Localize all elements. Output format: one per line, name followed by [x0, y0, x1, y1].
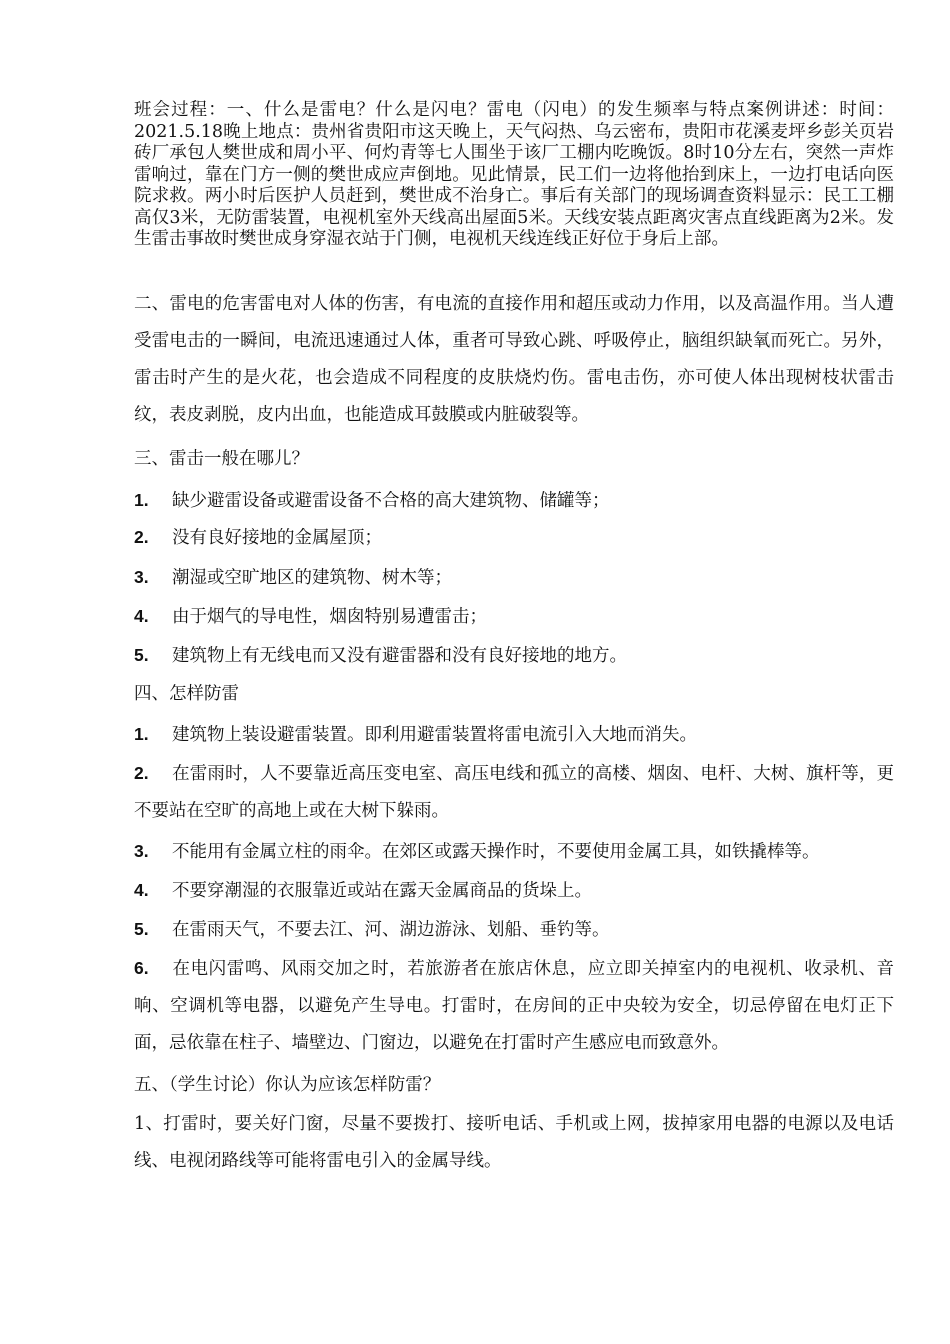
item-text: 建筑物上有无线电而又没有避雷器和没有良好接地的地方。: [172, 646, 627, 666]
section-4-item-5: [134, 911, 894, 949]
item-number: 2.: [134, 527, 149, 547]
item-number: 5.: [134, 919, 149, 939]
item-text: 潮湿或空旷地区的建筑物、树木等；: [172, 568, 452, 588]
section-3-item-1: [134, 482, 894, 520]
item-number: 6.: [134, 958, 149, 978]
section-4-item-6: [134, 950, 894, 1062]
section-4-item-4: [134, 872, 894, 910]
item-number: 2.: [134, 763, 149, 783]
section-5-point-1: 1、打雷时，要关好门窗，尽量不要拨打、接听电话、手机或上网，拔掉家用电器的电源以及电话线、电视闭路线等可能将雷电引入的金属导线。: [134, 1114, 894, 1171]
section-4-item-3: [134, 833, 894, 871]
item-text: 不能用有金属立柱的雨伞。在郊区或露天操作时，不要使用金属工具，如铁撬棒等。: [172, 842, 820, 862]
intro-paragraph: 班会过程：一、什么是雷电？什么是闪电？雷电（闪电）的发生频率与特点案例讲述：时间：2021.5.18晚上地点：贵州省贵阳市这天晚上，天气闷热、乌云密布，贵阳市花溪麦坪乡彭关页岩砖厂承包人樊世成和周小平、何灼青等七人围坐于该厂工棚内吃晚饭。8时10分左右，突然一声炸雷响过，靠在门方一侧的樊世成应声倒地。见此情景，民工们一边将他抬到床上，一边打电话向医院求救。两小时后医护人员赶到，樊世成不治身亡。事后有关部门的现场调查资料显示：民工工棚高仅3米，无防雷装置，电视机室外天线高出屋面5米。天线安装点距离灾害点直线距离为2米。发生雷击事故时樊世成身穿湿衣站于门侧，电视机天线连线正好位于身后上部。: [134, 100, 894, 249]
section-4-item-2: [134, 755, 894, 830]
item-number: 1.: [134, 490, 149, 510]
item-text: 缺少避雷设备或避雷设备不合格的高大建筑物、储罐等；: [172, 491, 610, 511]
item-number: 4.: [134, 606, 149, 626]
item-text: 建筑物上装设避雷装置。即利用避雷装置将雷电流引入大地而消失。: [172, 725, 697, 745]
item-number: 1.: [134, 724, 149, 744]
item-text: 在雷雨天气，不要去江、河、湖边游泳、划船、垂钓等。: [172, 920, 610, 940]
item-text: 没有良好接地的金属屋顶；: [172, 528, 382, 548]
item-number: 5.: [134, 645, 149, 665]
section-3-item-2: [134, 519, 894, 557]
item-text: 在雷雨时，人不要靠近高压变电室、高压电线和孤立的高楼、烟囱、电杆、大树、旗杆等，更不要站在空旷的高地上或在大树下躲雨。: [134, 764, 894, 821]
section-4-item-1: [134, 716, 894, 754]
section-3-item-3: [134, 559, 894, 597]
section-5-heading: 五、（学生讨论）你认为应该怎样防雷？: [134, 1075, 441, 1095]
item-number: 3.: [134, 567, 149, 587]
item-number: 3.: [134, 841, 149, 861]
section-2-paragraph: 二、雷电的危害雷电对人体的伤害，有电流的直接作用和超压或动力作用，以及高温作用。当人遭受雷电击的一瞬间，电流迅速通过人体，重者可导致心跳、呼吸停止，脑组织缺氧而死亡。另外，雷击时产生的是火花，也会造成不同程度的皮肤烧灼伤。雷电击伤，亦可使人体出现树枝状雷击纹，表皮剥脱，皮内出血，也能造成耳鼓膜或内脏破裂等。: [134, 294, 894, 425]
section-4-heading: 四、怎样防雷: [134, 684, 239, 704]
item-text: 在电闪雷鸣、风雨交加之时，若旅游者在旅店休息，应立即关掉室内的电视机、收录机、音响、空调机等电器，以避免产生导电。打雷时，在房间的正中央较为安全，切忌停留在电灯正下面，忌依靠在柱子、墙壁边、门窗边，以避免在打雷时产生感应电而致意外。: [134, 959, 894, 1053]
item-text: 不要穿潮湿的衣服靠近或站在露天金属商品的货垛上。: [172, 881, 592, 901]
section-3-heading: 三、雷击一般在哪儿？: [134, 449, 309, 469]
section-3-item-4: [134, 598, 894, 636]
section-3-item-5: [134, 637, 894, 675]
item-text: 由于烟气的导电性，烟囱特别易遭雷击；: [172, 607, 487, 627]
item-number: 4.: [134, 880, 149, 900]
